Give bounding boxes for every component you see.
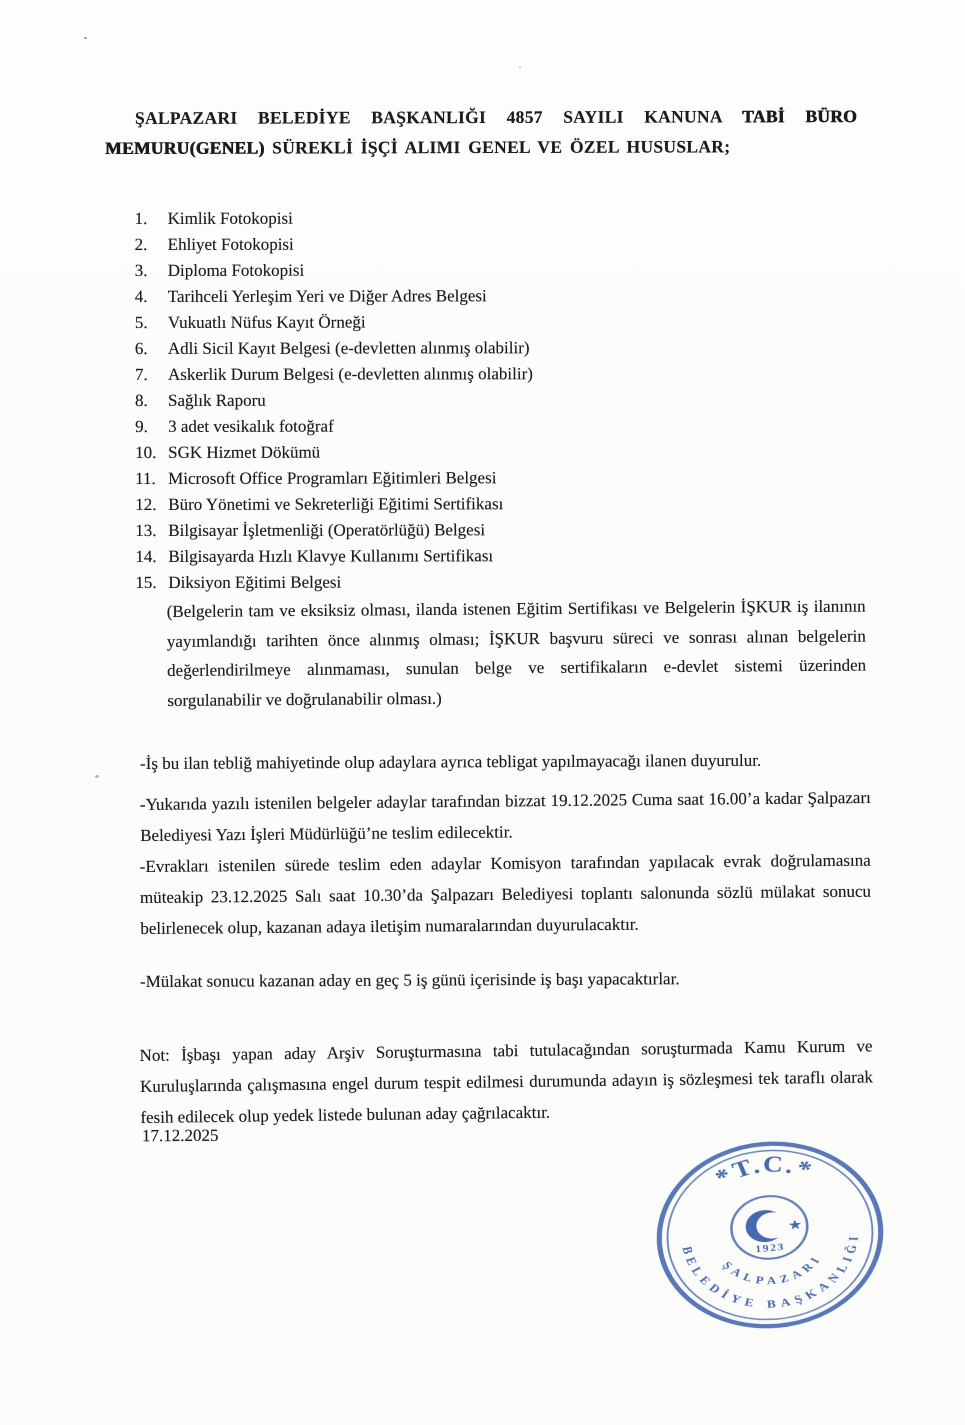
item-number: 12. bbox=[135, 494, 157, 514]
item-text: Adli Sicil Kayıt Belgesi (e-devletten alınmış olabilir) bbox=[167, 338, 530, 358]
item-text: Diksiyon Eğitimi Belgesi bbox=[168, 572, 342, 592]
item-number: 7. bbox=[134, 364, 148, 385]
scan-speck bbox=[84, 37, 87, 39]
scan-speck bbox=[95, 775, 99, 778]
announcement-paragraph: -Mülakat sonucu kazanan aday en geç 5 iş günü içerisinde iş başı yapacaktırlar. bbox=[139, 969, 680, 991]
item-number: 5. bbox=[134, 312, 148, 333]
item-text: Diploma Fotokopisi bbox=[167, 260, 305, 280]
list-item bbox=[135, 308, 875, 336]
item-text: Vukuatlı Nüfus Kayıt Örneği bbox=[167, 312, 366, 332]
item-number: 2. bbox=[134, 234, 148, 255]
title-segment-emphasis: TABİ BÜRO MEMURU(GENEL) bbox=[105, 106, 857, 158]
stamp-outer-arc-text: BELEDİYE BAŞKANLIĞI bbox=[679, 1231, 862, 1311]
list-item bbox=[135, 386, 875, 414]
announcement-paragraph: -Evrakları istenilen sürede teslim eden adaylar Komisyon tarafından yapılacak evrak doğrulamasına müteakip 23.12.2025 Salı saat 10.30’da Şalpazarı Belediyesi toplantı salonunda sözlü mülakat sonucu belirlenecek olup, kazanan adaya iletişim numaralarından duyurulacaktır. bbox=[139, 850, 872, 938]
item-text: 3 adet vesikalık fotoğraf bbox=[168, 416, 334, 436]
item-text: Tarihceli Yerleşim Yeri ve Diğer Adres Belgesi bbox=[167, 286, 487, 306]
scan-speck bbox=[519, 66, 521, 68]
document-title bbox=[105, 101, 857, 163]
list-item bbox=[135, 360, 875, 388]
item-number: 1. bbox=[134, 208, 148, 229]
list-item bbox=[135, 542, 875, 570]
required-documents-list bbox=[135, 204, 876, 596]
list-item bbox=[135, 230, 875, 258]
item-text: Bilgisayarda Hızlı Klavye Kullanımı Sertifikası bbox=[168, 546, 494, 566]
stamp-tc-text: *T.C.* bbox=[710, 1151, 818, 1191]
official-stamp bbox=[644, 1128, 896, 1342]
item-text: Sağlık Raporu bbox=[167, 390, 266, 410]
list-item bbox=[135, 516, 875, 544]
title-segment: SÜREKLİ İŞÇİ ALIMI GENEL VE ÖZEL HUSUSLAR; bbox=[264, 136, 731, 158]
announcement-paragraph: -İş bu ilan tebliğ mahiyetinde olup adaylara ayrıca tebligat yapılmayacağı ilanen duyurulur. bbox=[139, 750, 762, 773]
item-number: 6. bbox=[134, 338, 148, 359]
item-number: 15. bbox=[135, 572, 157, 592]
item-number: 8. bbox=[134, 390, 148, 410]
title-segment: ŞALPAZARI BELEDİYE BAŞKANLIĞI 4857 SAYILI KANUNA bbox=[134, 106, 743, 128]
list-item bbox=[135, 490, 875, 518]
item-number: 13. bbox=[135, 520, 157, 540]
announcement-paragraph: -Yukarıda yazılı istenilen belgeler adaylar tarafından bizzat 19.12.2025 Cuma saat 16.00’a kadar Şalpazarı Belediyesi Yazı İşleri Müdürlüğü’ne teslim edilecektir. bbox=[139, 787, 871, 845]
item-number: 10. bbox=[135, 442, 157, 462]
list-item bbox=[135, 438, 875, 466]
item-text: Kimlik Fotokopisi bbox=[167, 208, 293, 228]
item-text: Bilgisayar İşletmenliği (Operatörlüğü) Belgesi bbox=[168, 520, 486, 540]
item-number: 9. bbox=[135, 416, 148, 436]
item-text: Microsoft Office Programları Eğitimleri Belgesi bbox=[168, 468, 497, 488]
list-item bbox=[135, 256, 875, 284]
list-item bbox=[135, 334, 875, 362]
item-number: 3. bbox=[134, 260, 148, 281]
item-text: Büro Yönetimi ve Sekreterliği Eğitimi Sertifikası bbox=[168, 494, 504, 514]
stamp-inner-arc-text: ŞALPAZARI bbox=[719, 1252, 826, 1288]
item-number: 4. bbox=[134, 286, 148, 307]
item-text: SGK Hizmet Dökümü bbox=[168, 442, 321, 462]
svg-text:★: ★ bbox=[787, 1218, 804, 1234]
list-item bbox=[135, 464, 875, 492]
item-text: Askerlik Durum Belgesi (e-devletten alınmış olabilir) bbox=[167, 364, 533, 384]
item-number: 14. bbox=[135, 546, 157, 566]
list-item bbox=[135, 204, 875, 232]
document-date: 17.12.2025 bbox=[141, 1125, 219, 1146]
list-item bbox=[135, 412, 875, 440]
item-text: Ehliyet Fotokopisi bbox=[167, 234, 294, 254]
documents-requirements-note: (Belgelerin tam ve eksiksiz olması, ilanda istenen Eğitim Sertifikası ve Belgelerin İŞKUR iş ilanının yayımlandığı tarihten önce alınmış olması; İŞKUR başvuru süreci ve sonrası alınan belgelerin değerlendirilmeye alınmaması, sunulan belge ve sertifikaların e-devlet sistemi üzerinden sorgulanabilir ve doğrulanabilir olması.) bbox=[166, 596, 867, 710]
final-note-paragraph: Not: İşbaşı yapan aday Arşiv Soruşturmasına tabi tutulacağından soruşturmada Kamu Kurum ve Kuruluşlarında çalışmasına engel durum tespit edilmesi durumunda adayın iş sözleşmesi tek taraflı olarak fesih edilecek olup yedek listede bulunan aday çağrılacaktır. bbox=[139, 1036, 874, 1127]
stamp-year: 1923 bbox=[754, 1241, 786, 1256]
item-number: 11. bbox=[135, 468, 156, 488]
list-item bbox=[135, 282, 875, 310]
